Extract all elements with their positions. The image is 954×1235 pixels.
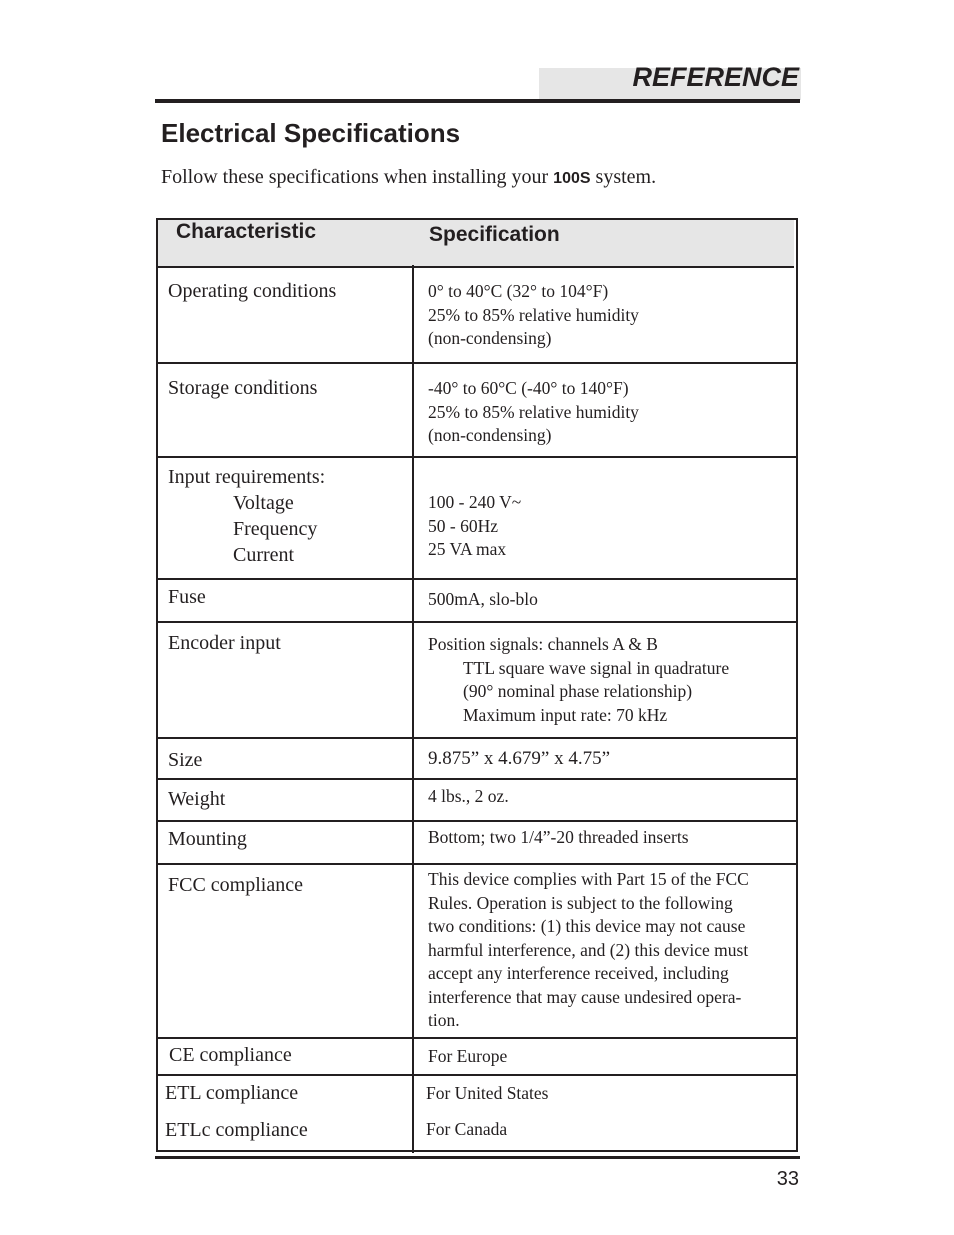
column-divider bbox=[412, 265, 414, 1153]
row-divider bbox=[158, 863, 796, 865]
row-storage-spec bbox=[428, 377, 639, 448]
spec-line: (non-condensing) bbox=[428, 328, 552, 348]
row-fuse-spec: 500mA, slo-blo bbox=[428, 589, 538, 609]
row-ce-spec: For Europe bbox=[428, 1046, 508, 1066]
spec-line: (non-condensing) bbox=[428, 425, 552, 445]
col-header-specification: Specification bbox=[429, 223, 560, 246]
row-fcc-label: FCC compliance bbox=[168, 874, 303, 896]
footer-rule bbox=[155, 1156, 800, 1159]
row-operating-label: Operating conditions bbox=[168, 280, 337, 302]
col-header-characteristic: Characteristic bbox=[176, 220, 317, 243]
row-etlc-spec: For Canada bbox=[426, 1119, 508, 1139]
spec-line: Maximum input rate: 70 kHz bbox=[463, 704, 668, 725]
row-storage-label: Storage conditions bbox=[168, 377, 318, 399]
spec-line: Position signals: channels A & B bbox=[428, 634, 658, 654]
row-input-spec bbox=[428, 491, 521, 562]
header-divider bbox=[158, 266, 794, 268]
section-title: REFERENCE bbox=[632, 62, 799, 92]
row-divider bbox=[158, 820, 796, 822]
row-divider bbox=[158, 737, 796, 739]
input-heading: Input requirements: bbox=[168, 466, 326, 488]
row-mounting-label: Mounting bbox=[168, 828, 247, 850]
intro-after: system. bbox=[590, 166, 657, 188]
page-title: Electrical Specifications bbox=[161, 118, 461, 148]
row-divider bbox=[158, 1037, 796, 1039]
spec-line: Rules. Operation is subject to the following bbox=[428, 892, 733, 913]
row-etl-spec: For United States bbox=[426, 1083, 549, 1103]
spec-line: 0° to 40°C (32° to 104°F) bbox=[428, 281, 609, 301]
page-number: 33 bbox=[776, 1168, 799, 1190]
spec-line: tion. bbox=[428, 1010, 460, 1030]
row-weight-spec: 4 lbs., 2 oz. bbox=[428, 786, 509, 806]
spec-line: interference that may cause undesired opera- bbox=[428, 986, 742, 1007]
row-input-label bbox=[168, 464, 325, 568]
input-voltage-label: Voltage bbox=[233, 492, 294, 514]
spec-line: 25% to 85% relative humidity bbox=[428, 304, 639, 325]
row-size-spec: 9.875” x 4.679” x 4.75” bbox=[428, 748, 611, 769]
row-ce-label: CE compliance bbox=[169, 1044, 292, 1066]
spec-line: 50 - 60Hz bbox=[428, 515, 498, 536]
spec-line: 25% to 85% relative humidity bbox=[428, 401, 639, 422]
spec-line: This device complies with Part 15 of the FCC bbox=[428, 869, 749, 889]
row-weight-label: Weight bbox=[168, 788, 226, 810]
intro-before: Follow these specifications when installing your bbox=[161, 166, 554, 188]
row-encoder-label: Encoder input bbox=[168, 632, 281, 654]
row-size-label: Size bbox=[168, 749, 203, 771]
row-mounting-spec: Bottom; two 1/4”-20 threaded inserts bbox=[428, 827, 689, 847]
intro-text bbox=[161, 166, 656, 189]
row-divider bbox=[158, 1074, 796, 1076]
spec-line: accept any interference received, including bbox=[428, 963, 729, 983]
input-frequency-label: Frequency bbox=[233, 518, 318, 540]
row-divider bbox=[158, 578, 796, 580]
row-etlc-label: ETLc compliance bbox=[165, 1119, 308, 1141]
row-fuse-label: Fuse bbox=[168, 586, 206, 608]
spec-table bbox=[156, 218, 798, 1152]
row-fcc-spec bbox=[428, 868, 749, 1033]
product-name: 100S bbox=[553, 170, 591, 187]
spec-line: harmful interference, and (2) this device must bbox=[428, 939, 749, 960]
row-divider bbox=[158, 362, 796, 364]
spec-line: 100 - 240 V~ bbox=[428, 492, 522, 512]
row-operating-spec bbox=[428, 280, 639, 351]
row-divider bbox=[158, 621, 796, 623]
spec-line: -40° to 60°C (-40° to 140°F) bbox=[428, 378, 629, 398]
spec-line: (90° nominal phase relationship) bbox=[463, 681, 693, 701]
row-divider bbox=[158, 778, 796, 780]
row-encoder-spec bbox=[428, 633, 729, 727]
header-rule bbox=[155, 99, 800, 103]
spec-line: TTL square wave signal in quadrature bbox=[463, 657, 730, 678]
row-etl-label: ETL compliance bbox=[165, 1082, 299, 1104]
spec-line: two conditions: (1) this device may not cause bbox=[428, 916, 746, 936]
spec-line: 25 VA max bbox=[428, 539, 507, 559]
row-divider bbox=[158, 456, 796, 458]
input-current-label: Current bbox=[233, 544, 295, 566]
